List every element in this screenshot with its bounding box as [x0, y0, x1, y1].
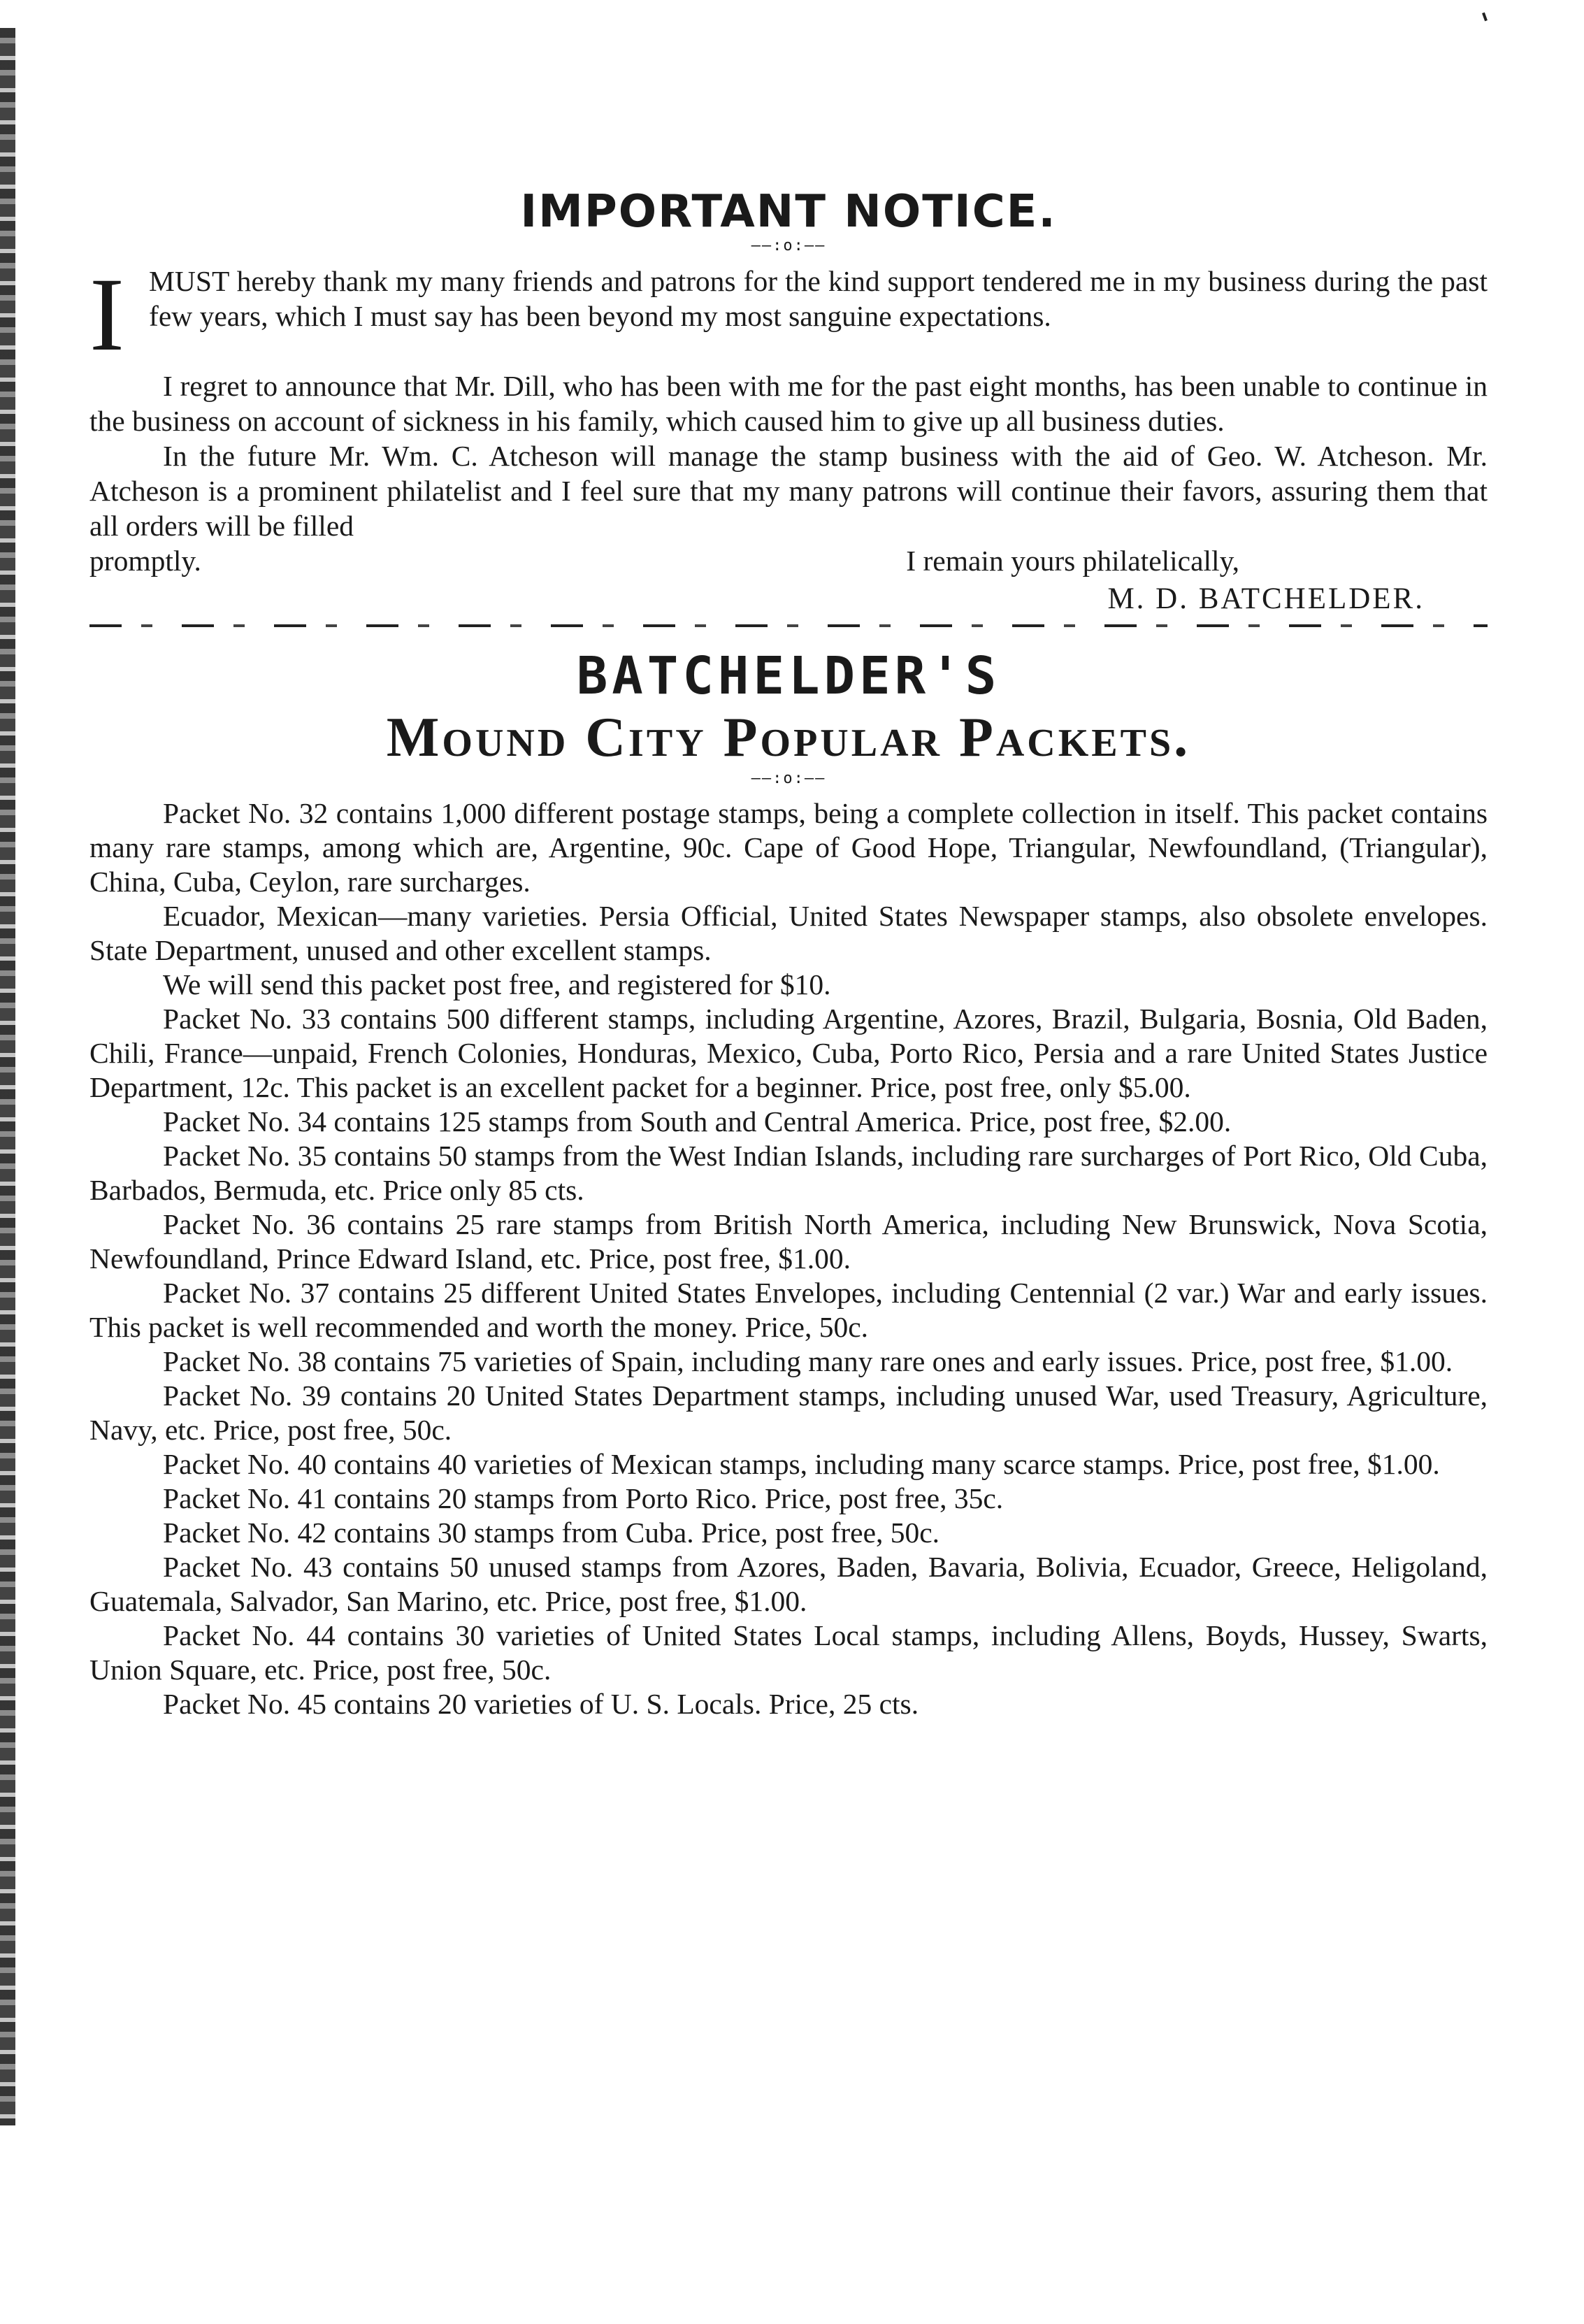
page-mark [1482, 13, 1488, 22]
packet-paragraph: Packet No. 40 contains 40 varieties of Mexican stamps, including many scarce stamps. Price, post free, $1.00. [163, 1448, 1440, 1481]
packet-paragraph: Packet No. 32 contains 1,000 different postage stamps, being a complete collection in itself. This packet contains many rare stamps, among which are, Argentine, 90c. Cape of Good Hope, Triangular, Newfoundland, (Triangular), China, Cuba, Ceylon, rare surcharges. [89, 797, 1488, 898]
page-content [89, 186, 1488, 1721]
packet-paragraph: Packet No. 38 contains 75 varieties of Spain, including many rare ones and early issues. Price, post free, $1.00. [163, 1345, 1453, 1378]
binding-edge [0, 28, 15, 2125]
packet-paragraph: Packet No. 34 contains 125 stamps from South and Central America. Price, post free, $2.00. [163, 1105, 1232, 1138]
packet-paragraph: Packet No. 39 contains 20 United States Department stamps, including unused War, used Treasury, Agriculture, Navy, etc. Price, post free, 50c. [89, 1379, 1488, 1447]
packet-paragraph: Packet No. 37 contains 25 different United States Envelopes, including Centennial (2 var.) War and early issues. This packet is well recommended and worth the money. Price, 50c. [89, 1277, 1488, 1344]
notice-title: IMPORTANT NOTICE. [520, 186, 1057, 238]
packet-paragraph: Packet No. 33 contains 500 different stamps, including Argentine, Azores, Brazil, Bulgaria, Bosnia, Old Baden, Chili, France—unpaid, French Colonies, Honduras, Mexico, Cuba, Porto Rico, Persia and a rare United States Justice Department, 12c. This packet is an excellent packet for a beginner. Price, post free, only $5.00. [89, 1003, 1488, 1104]
notice-ornament: ——:o:—— [751, 237, 826, 255]
notice-paragraph-2: I regret to announce that Mr. Dill, who has been with me for the past eight months, has been unable to continue in the business on account of sickness in his family, which caused him to give up all business duties. [89, 370, 1488, 438]
packet-paragraph: Ecuador, Mexican—many varieties. Persia Official, United States Newspaper stamps, also obsolete envelopes. State Department, unused and other excellent stamps. [89, 900, 1488, 967]
signature: M. D. BATCHELDER. [1107, 582, 1425, 616]
closing-left: promptly. [89, 545, 201, 578]
packet-paragraph: Packet No. 41 contains 20 stamps from Porto Rico. Price, post free, 35c. [163, 1482, 1004, 1515]
packet-paragraph: Packet No. 42 contains 30 stamps from Cuba. Price, post free, 50c. [163, 1516, 940, 1549]
notice-paragraph-3: In the future Mr. Wm. C. Atcheson will manage the stamp business with the aid of Geo. W. Atcheson. Mr. Atcheson is a prominent philatelist and I feel sure that my many patrons will continue their favors, assuring them that all orders will be filled [89, 440, 1488, 543]
packet-paragraph: Packet No. 35 contains 50 stamps from the West Indian Islands, including rare surcharges of Port Rico, Old Cuba, Barbados, Bermuda, etc. Price only 85 cts. [89, 1140, 1488, 1207]
packet-paragraph: Packet No. 45 contains 20 varieties of U. S. Locals. Price, 25 cts. [163, 1688, 919, 1721]
packet-paragraph: Packet No. 36 contains 25 rare stamps from British North America, including New Brunswick, Nova Scotia, Newfoundland, Prince Edward Island, etc. Price, post free, $1.00. [89, 1208, 1488, 1275]
packet-paragraph: We will send this packet post free, and registered for $10. [163, 968, 831, 1001]
notice-paragraph-1-text: MUST hereby thank my many friends and patrons for the kind support tendered me in my business during the past few years, which I must say has been beyond my most sanguine expectations. [149, 265, 1488, 333]
drop-cap: I [89, 257, 124, 373]
packets-title-line-2: Mound City Popular Packets. [386, 707, 1191, 769]
packets-ornament: ——:o:—— [751, 770, 826, 788]
notice-paragraph-1 [89, 257, 1488, 373]
packets-title-line-1: BATCHELDER'S [576, 646, 1001, 707]
packet-paragraph: Packet No. 44 contains 30 varieties of United States Local stamps, including Allens, Boyds, Hussey, Swarts, Union Square, etc. Price, post free, 50c. [89, 1619, 1488, 1686]
packet-paragraph: Packet No. 43 contains 50 unused stamps from Azores, Baden, Bavaria, Bolivia, Ecuador, Greece, Heligoland, Guatemala, Salvador, San Marino, etc. Price, post free, $1.00. [89, 1551, 1488, 1618]
notice-closing [89, 543, 1488, 578]
packets-list [89, 796, 1488, 1721]
closing-salutation: I remain yours philatelically, [906, 545, 1239, 578]
section-divider [89, 624, 1488, 627]
